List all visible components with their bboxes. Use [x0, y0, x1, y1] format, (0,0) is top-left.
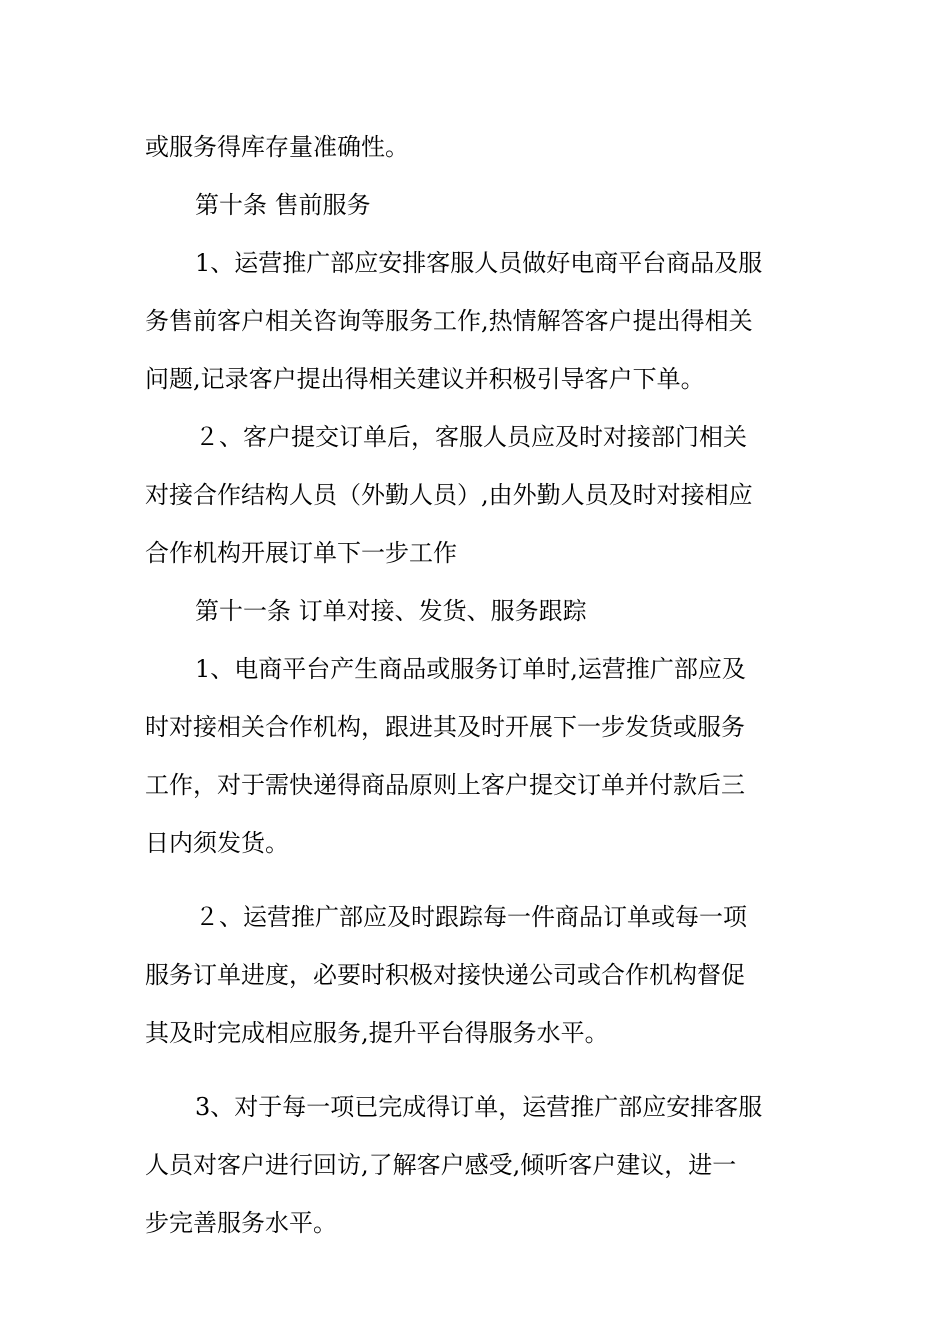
text-line: ２、运营推广部应及时跟踪每一件商品订单或每一项: [195, 903, 747, 931]
text-line: 问题,记录客户提出得相关建议并积极引导客户下单。: [145, 365, 705, 393]
text-line: 合作机构开展订单下一步工作: [145, 539, 457, 567]
text-line: 或服务得库存量准确性。: [145, 133, 409, 161]
paragraph-gap: [145, 872, 807, 888]
text-line: 服务订单进度，必要时积极对接快递公司或合作机构督促: [145, 961, 745, 989]
text-line: 人员对客户进行回访,了解客户感受,倾听客户建议，进一: [145, 1151, 737, 1179]
text-line: 务售前客户相关咨询等服务工作,热情解答客户提出得相关: [145, 307, 753, 335]
paragraph-gap: [145, 1062, 807, 1078]
text-line: 日内须发货。: [145, 829, 289, 857]
text-line: 3、对于每一项已完成得订单，运营推广部应安排客服: [195, 1093, 763, 1121]
text-line: 步完善服务水平。: [145, 1209, 337, 1237]
text-line: 工作，对于需快递得商品原则上客户提交订单并付款后三: [145, 771, 745, 799]
section-heading: 第十一条 订单对接、发货、服务跟踪: [195, 597, 587, 625]
text-line: 其及时完成相应服务,提升平台得服务水平。: [145, 1019, 609, 1047]
text-line: 对接合作结构人员（外勤人员）,由外勤人员及时对接相应: [145, 481, 753, 509]
text-line: ２、客户提交订单后，客服人员应及时对接部门相关: [195, 423, 747, 451]
document-body: [145, 118, 807, 1252]
text-line: 1、运营推广部应安排客服人员做好电商平台商品及服: [195, 249, 763, 277]
text-line: 时对接相关合作机构，跟进其及时开展下一步发货或服务: [145, 713, 745, 741]
section-heading: 第十条 售前服务: [195, 191, 371, 219]
text-line: 1、电商平台产生商品或服务订单时,运营推广部应及: [195, 655, 746, 683]
